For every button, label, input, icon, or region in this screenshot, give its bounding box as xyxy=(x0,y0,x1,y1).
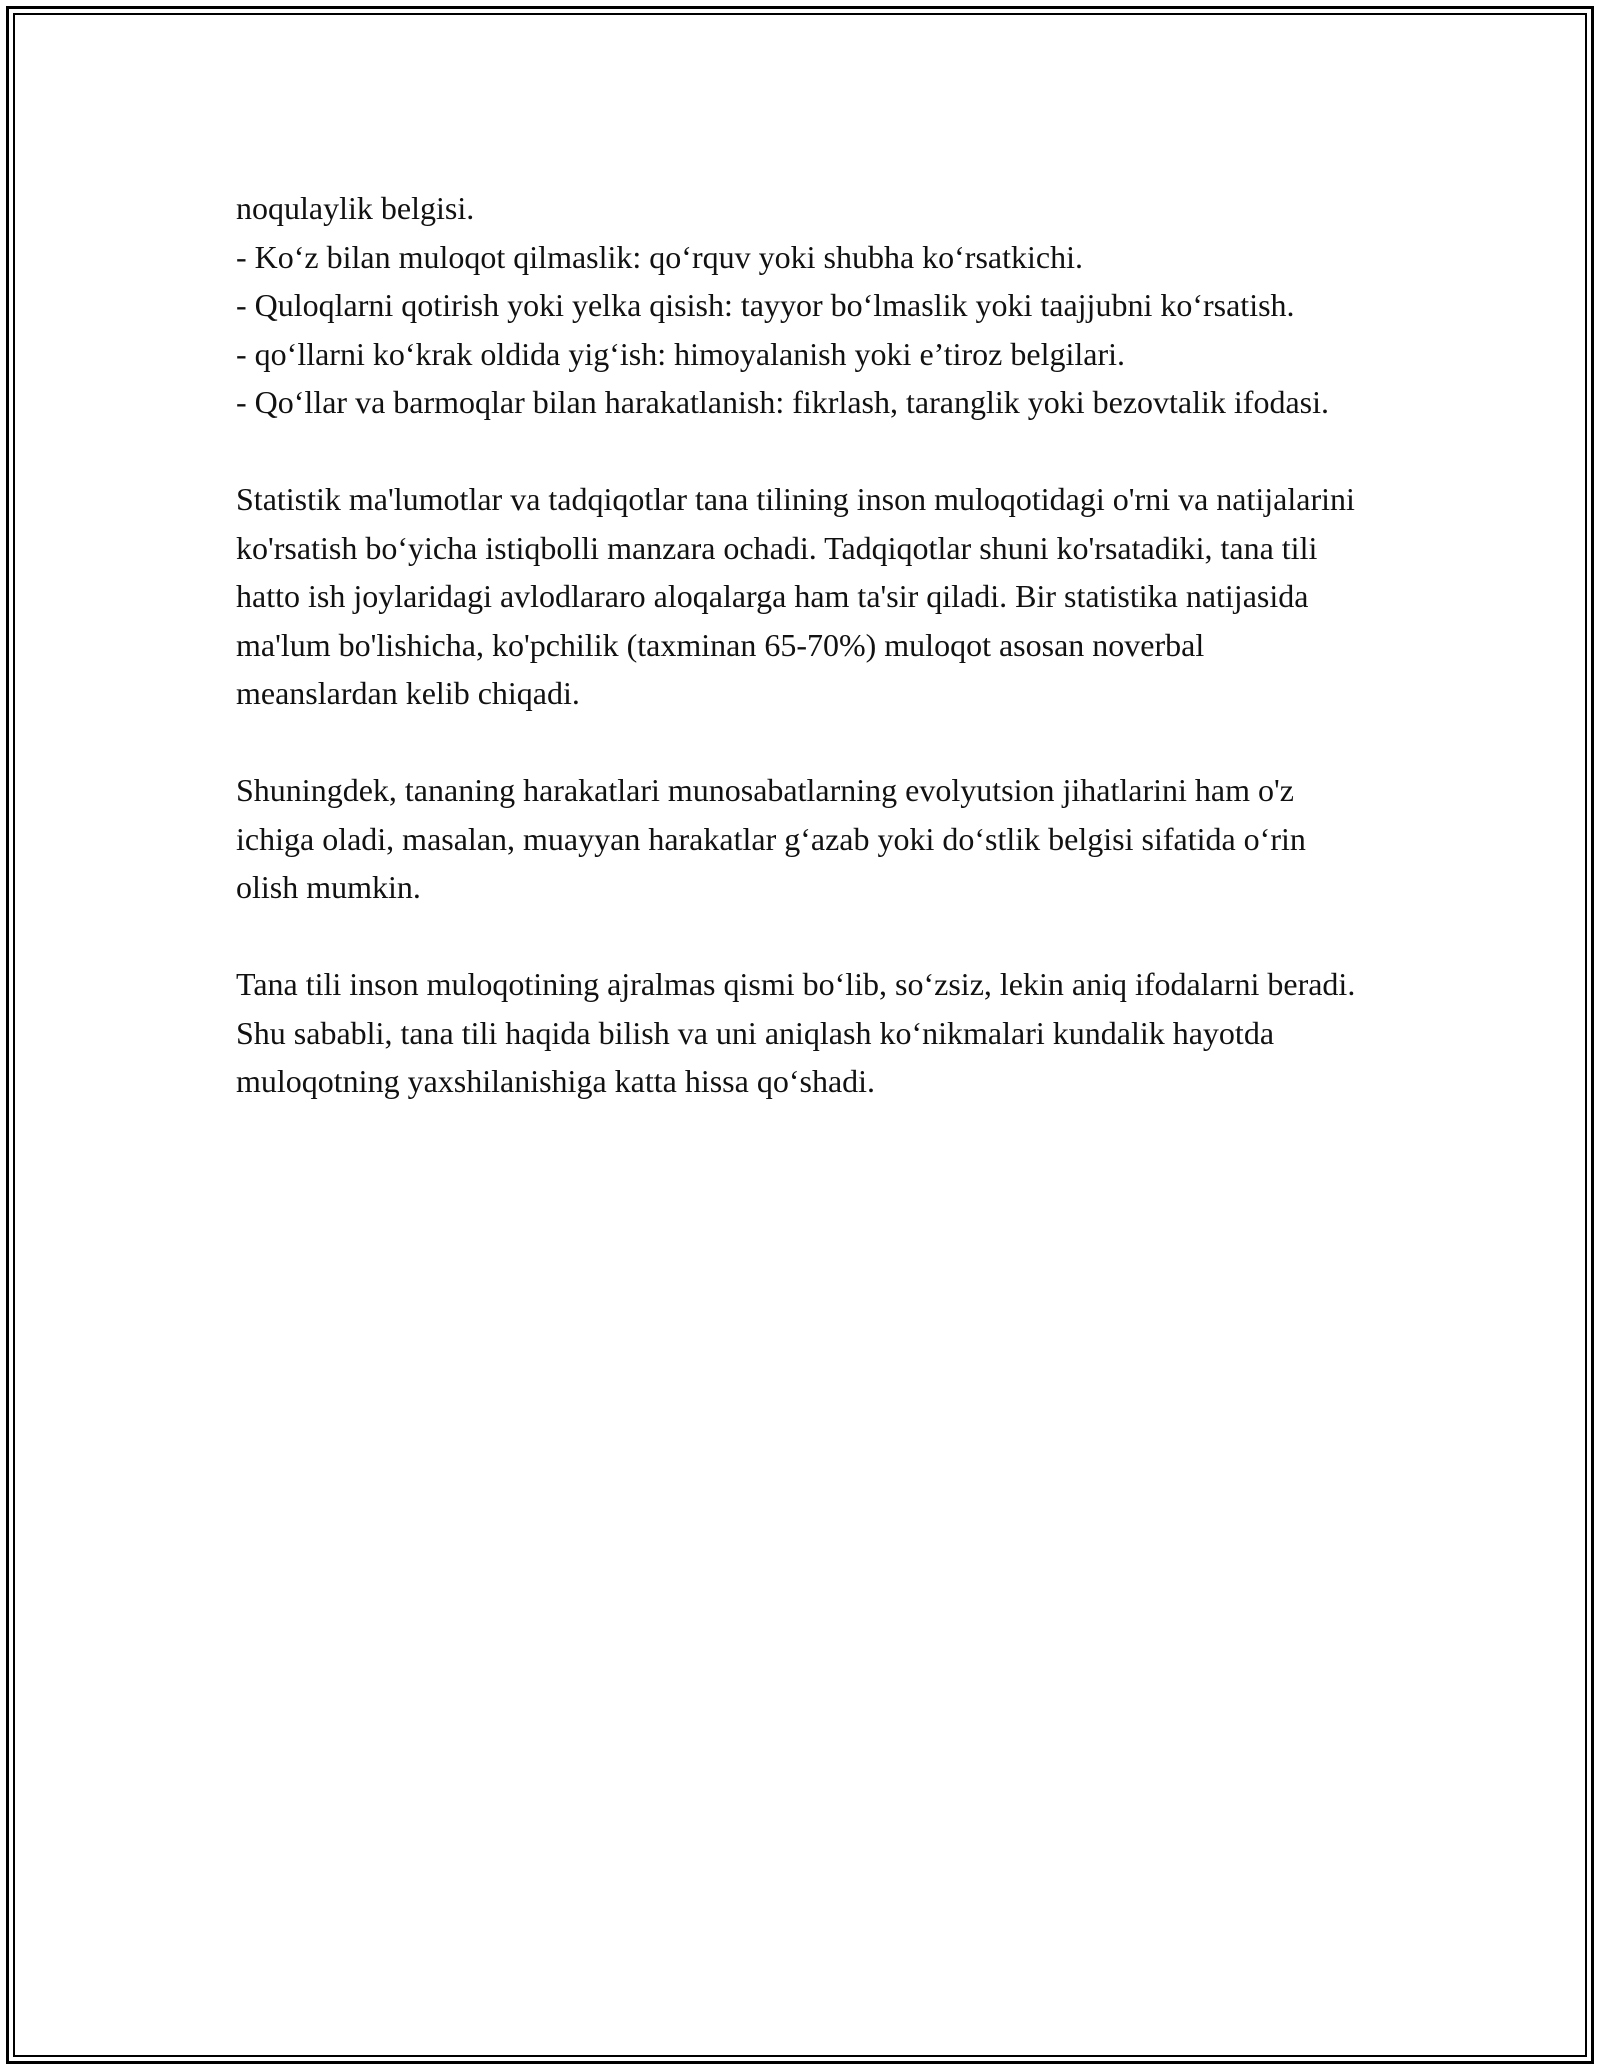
paragraph-statistics: Statistik ma'lumotlar va tadqiqotlar tana tilining inson muloqotidagi o'rni va natijalarini ko'rsatish bo‘yicha istiqbolli manzara ochadi. Tadqiqotlar shuni ko'rsatadiki, tana tili hatto ish joylaridagi avlodlararo aloqalarga ham ta'sir qiladi. Bir statistika natijasida ma'lum bo'lishicha, ko'pchilik (taxminan 65-70%) muloqot asosan noverbal meanslardan kelib chiqadi. xyxy=(236,481,1355,711)
list-item-shrug: - Quloqlarni qotirish yoki yelka qisish: tayyor bo‘lmaslik yoki taajjubni ko‘rsatish. xyxy=(236,287,1295,323)
paragraph-evolution: Shuningdek, tananing harakatlari munosabatlarning evolyutsion jihatlarini ham o'z ichiga oladi, masalan, muayyan harakatlar g‘azab yoki do‘stlik belgisi sifatida o‘rin olish mumkin. xyxy=(236,772,1306,905)
paragraph-gap xyxy=(236,912,1356,961)
paragraph-conclusion: Tana tili inson muloqotining ajralmas qismi bo‘lib, so‘zsiz, lekin aniq ifodalarni beradi. Shu sababli, tana tili haqida bilish va uni aniqlash ko‘nikmalari kundalik hayotda muloqotning yaxshilanishiga katta hissa qo‘shadi. xyxy=(236,966,1356,1099)
document-body xyxy=(236,184,1356,1106)
paragraph-gap xyxy=(236,718,1356,767)
list-intro: noqulaylik belgisi. xyxy=(236,190,475,226)
paragraph-gap xyxy=(236,427,1356,476)
gesture-list xyxy=(236,184,1356,427)
list-item-hand-movement: - Qo‘llar va barmoqlar bilan harakatlanish: fikrlash, taranglik yoki bezovtalik ifodasi. xyxy=(236,384,1329,420)
list-item-crossed-arms: - qo‘llarni ko‘krak oldida yig‘ish: himoyalanish yoki e’tiroz belgilari. xyxy=(236,335,1125,372)
list-item-eye-contact: - Ko‘z bilan muloqot qilmaslik: qo‘rquv yoki shubha ko‘rsatkichi. xyxy=(236,238,1083,275)
